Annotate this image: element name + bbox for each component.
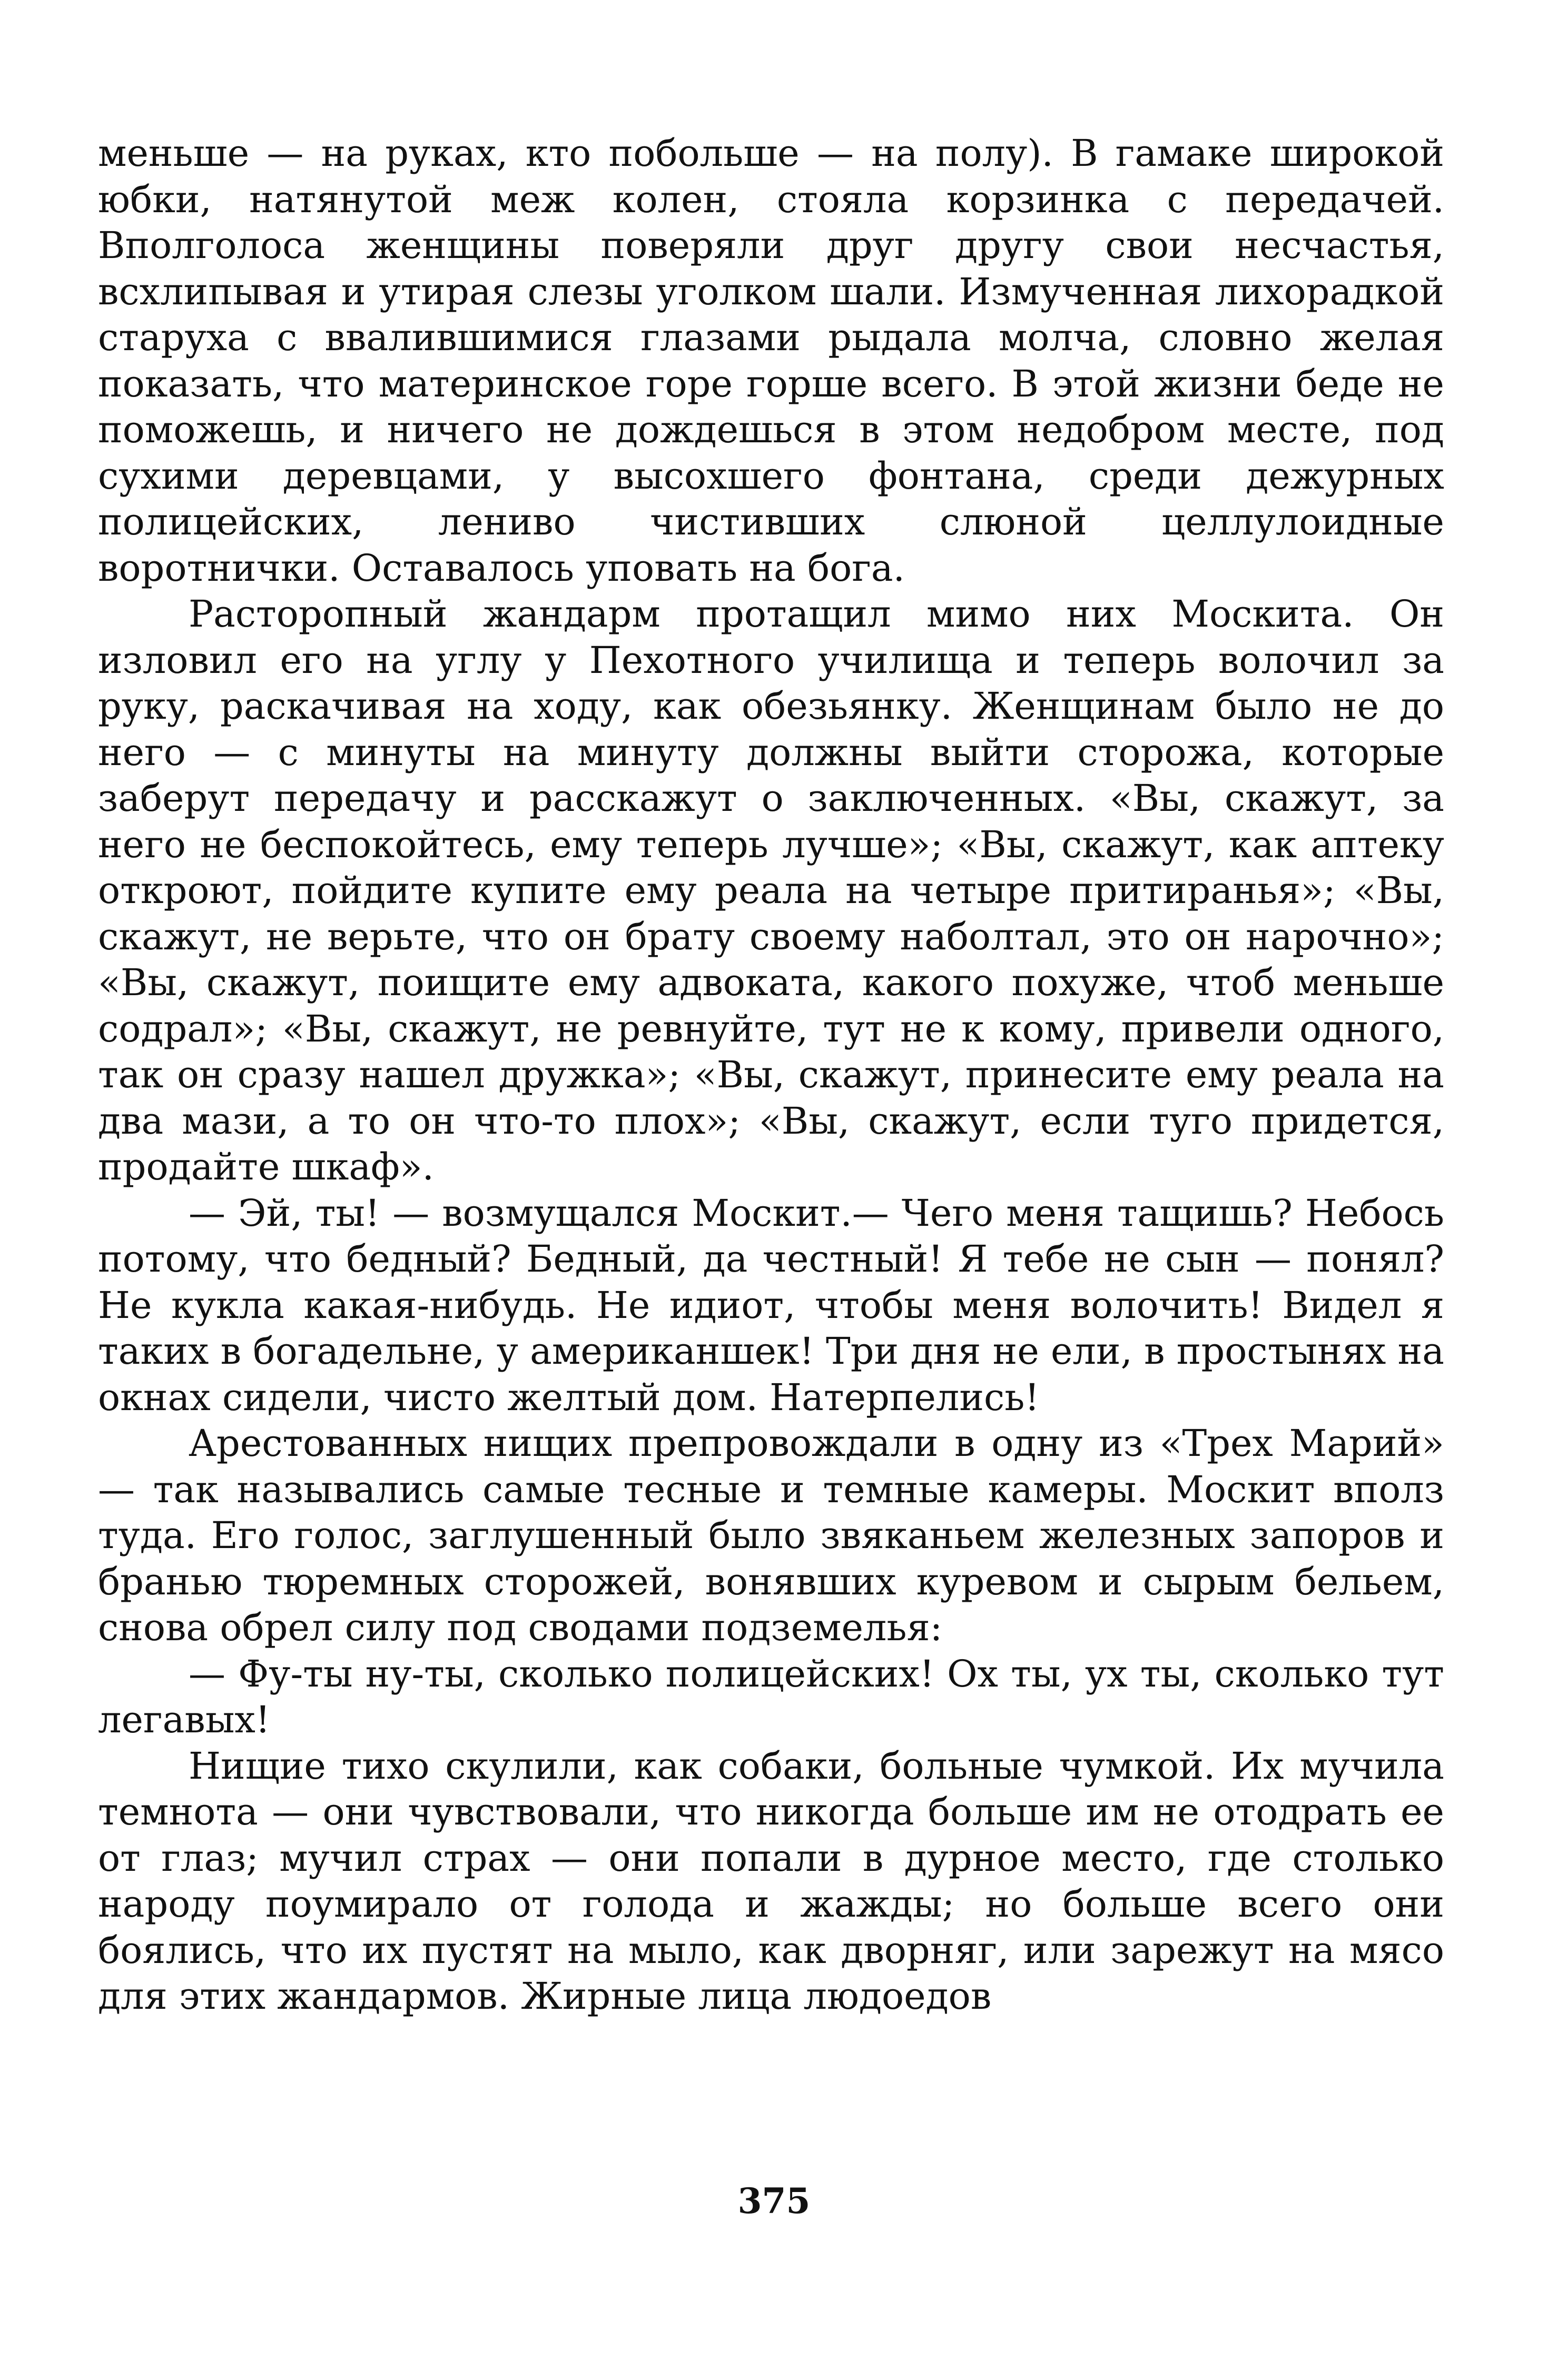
paragraph-1: меньше — на руках, кто побольше — на полу). В гамаке широкой юбки, натянутой меж колен, стояла корзинка с передачей. Вполголоса женщины поверяли друг другу свои несчастья, всхлипывая и утирая слезы уголком шали. Измученная лихорадкой старуха с ввалившимися глазами рыдала молча, словно желая показать, что материнское горе горше всего. В этой жизни беде не поможешь, и ничего не дождешься в этом недобром месте, под сухими деревцами, у высохшего фонтана, среди дежурных полицейских, лениво чистивших слюной целлулоидные воротнички. Оставалось уповать на бога. [98,132,1444,590]
paragraph-2: Расторопный жандарм протащил мимо них Москита. Он изловил его на углу у Пехотного училища и теперь волочил за руку, раскачивая на ходу, как обезьянку. Женщинам было не до него — с минуты на минуту должны выйти сторожа, которые заберут передачу и расскажут о заключенных. «Вы, скажут, за него не беспокойтесь, ему теперь лучше»; «Вы, скажут, как аптеку откроют, пойдите купите ему реала на четыре притиранья»; «Вы, скажут, не верьте, что он брату своему наболтал, это он нарочно»; «Вы, скажут, поищите ему адвоката, какого похуже, чтоб меньше содрал»; «Вы, скажут, не ревнуйте, тут не к кому, привели одного, так он сразу нашел дружка»; «Вы, скажут, принесите ему реала на два мази, а то он что-то плох»; «Вы, скажут, если туго придется, продайте шкаф». [98,592,1444,1188]
paragraph-6: Нищие тихо скулили, как собаки, больные чумкой. Их мучила темнота — они чувствовали, что никогда больше им не отодрать ее от глаз; мучил страх — они попали в дурное место, где столько народу поумирало от голода и жажды; но больше всего они боялись, что их пустят на мыло, как дворняг, или зарежут на мясо для этих жандармов. Жирные лица людоедов [98,1744,1444,2018]
paragraph-4: Арестованных нищих препровождали в одну из «Трех Марий» — так назывались самые тесные и темные камеры. Москит вполз туда. Его голос, заглушенный было звяканьем железных запоров и бранью тюремных сторожей, вонявших куревом и сырым бельем, снова обрел силу под сводами подземелья: [98,1422,1444,1649]
paragraph-3: — Эй, ты! — возмущался Москит.— Чего меня тащишь? Небось потому, что бедный? Бедный, да честный! Я тебе не сын — понял? Не кукла какая-нибудь. Не идиот, чтобы меня волочить! Видел я таких в богадельне, у американшек! Три дня не ели, в простынях на окнах сидели, чисто желтый дом. Натерпелись! [98,1191,1444,1419]
page-body [98,131,1444,2020]
page-number: 375 [737,2180,811,2222]
paragraph-5: — Фу-ты ну-ты, сколько полицейских! Ох ты, ух ты, сколько тут легавых! [98,1652,1444,1741]
